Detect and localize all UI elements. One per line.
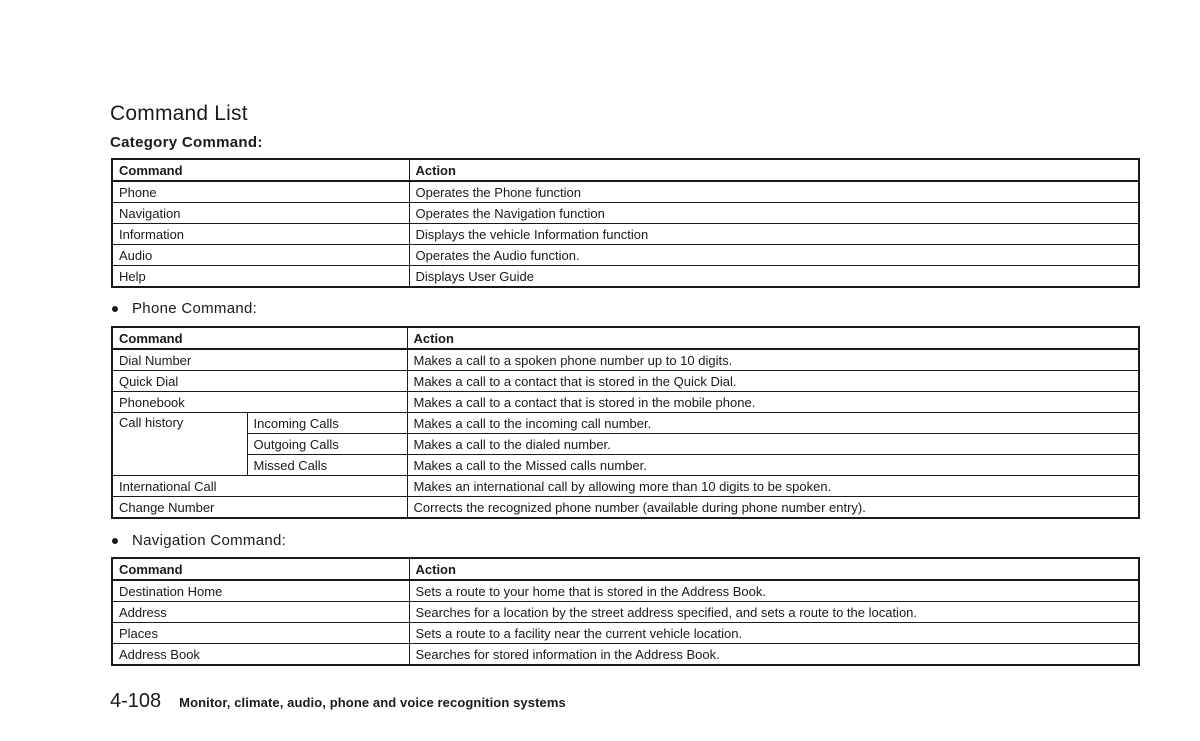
column-header-action: Action: [409, 159, 1139, 181]
subcommand-cell: Incoming Calls: [247, 413, 407, 434]
table-row: [112, 392, 1139, 413]
navigation-command-heading-text: Navigation Command:: [132, 532, 287, 549]
action-cell: Makes a call to a spoken phone number up to 10 digits.: [407, 349, 1139, 371]
action-cell: Sets a route to a facility near the current vehicle location.: [409, 623, 1139, 644]
column-header-action: Action: [409, 558, 1139, 580]
table-row: [112, 266, 1139, 288]
action-cell: Makes an international call by allowing more than 10 digits to be spoken.: [407, 476, 1139, 497]
table-row: [112, 644, 1139, 666]
command-cell: Address Book: [112, 644, 409, 666]
command-cell: International Call: [112, 476, 407, 497]
command-cell: Help: [112, 266, 409, 288]
command-cell: Phone: [112, 181, 409, 203]
column-header-command: Command: [112, 159, 409, 181]
action-cell: Searches for stored information in the Address Book.: [409, 644, 1139, 666]
action-cell: Operates the Phone function: [409, 181, 1139, 203]
table-row: [112, 623, 1139, 644]
call-history-cell: Call history: [112, 413, 247, 476]
category-command-table: [111, 158, 1140, 288]
chapter-title: Monitor, climate, audio, phone and voice recognition systems: [179, 695, 566, 710]
action-cell: Makes a call to the dialed number.: [407, 434, 1139, 455]
action-cell: Displays User Guide: [409, 266, 1139, 288]
action-cell: Makes a call to a contact that is stored in the mobile phone.: [407, 392, 1139, 413]
table-row: [112, 224, 1139, 245]
page-title: Command List: [110, 102, 248, 125]
phone-command-heading-text: Phone Command:: [132, 300, 258, 317]
action-cell: Makes a call to the incoming call number.: [407, 413, 1139, 434]
command-cell: Navigation: [112, 203, 409, 224]
subcommand-cell: Outgoing Calls: [247, 434, 407, 455]
category-command-heading: Category Command:: [110, 134, 263, 151]
table-row: [112, 413, 1139, 434]
action-cell: Corrects the recognized phone number (available during phone number entry).: [407, 497, 1139, 519]
navigation-command-heading: [110, 532, 286, 549]
command-cell: Dial Number: [112, 349, 407, 371]
table-header-row: [112, 159, 1139, 181]
action-cell: Sets a route to your home that is stored in the Address Book.: [409, 580, 1139, 602]
action-cell: Searches for a location by the street address specified, and sets a route to the location.: [409, 602, 1139, 623]
command-cell: Destination Home: [112, 580, 409, 602]
column-header-action: Action: [407, 327, 1139, 349]
table-row: [112, 580, 1139, 602]
command-cell: Change Number: [112, 497, 407, 519]
action-cell: Makes a call to a contact that is stored in the Quick Dial.: [407, 371, 1139, 392]
bullet-icon: [112, 306, 118, 312]
page-number: 4-108: [110, 690, 162, 712]
table-row: [112, 434, 1139, 455]
action-cell: Makes a call to the Missed calls number.: [407, 455, 1139, 476]
table-header-row: [112, 558, 1139, 580]
table-row: [112, 245, 1139, 266]
phone-command-heading: [110, 300, 257, 317]
action-cell: Displays the vehicle Information function: [409, 224, 1139, 245]
table-row: [112, 455, 1139, 476]
command-cell: Quick Dial: [112, 371, 407, 392]
subcommand-cell: Missed Calls: [247, 455, 407, 476]
phone-command-table: [111, 326, 1140, 519]
column-header-command: Command: [112, 558, 409, 580]
table-row: [112, 181, 1139, 203]
column-header-command: Command: [112, 327, 407, 349]
table-row: [112, 602, 1139, 623]
command-cell: Information: [112, 224, 409, 245]
table-row: [112, 203, 1139, 224]
table-row: [112, 349, 1139, 371]
table-row: [112, 497, 1139, 519]
table-row: [112, 476, 1139, 497]
command-cell: Audio: [112, 245, 409, 266]
navigation-command-table: [111, 557, 1140, 666]
action-cell: Operates the Audio function.: [409, 245, 1139, 266]
table-row: [112, 371, 1139, 392]
command-cell: Address: [112, 602, 409, 623]
bullet-icon: [112, 538, 118, 544]
command-cell: Phonebook: [112, 392, 407, 413]
table-header-row: [112, 327, 1139, 349]
action-cell: Operates the Navigation function: [409, 203, 1139, 224]
page-footer: [110, 690, 566, 713]
command-cell: Places: [112, 623, 409, 644]
